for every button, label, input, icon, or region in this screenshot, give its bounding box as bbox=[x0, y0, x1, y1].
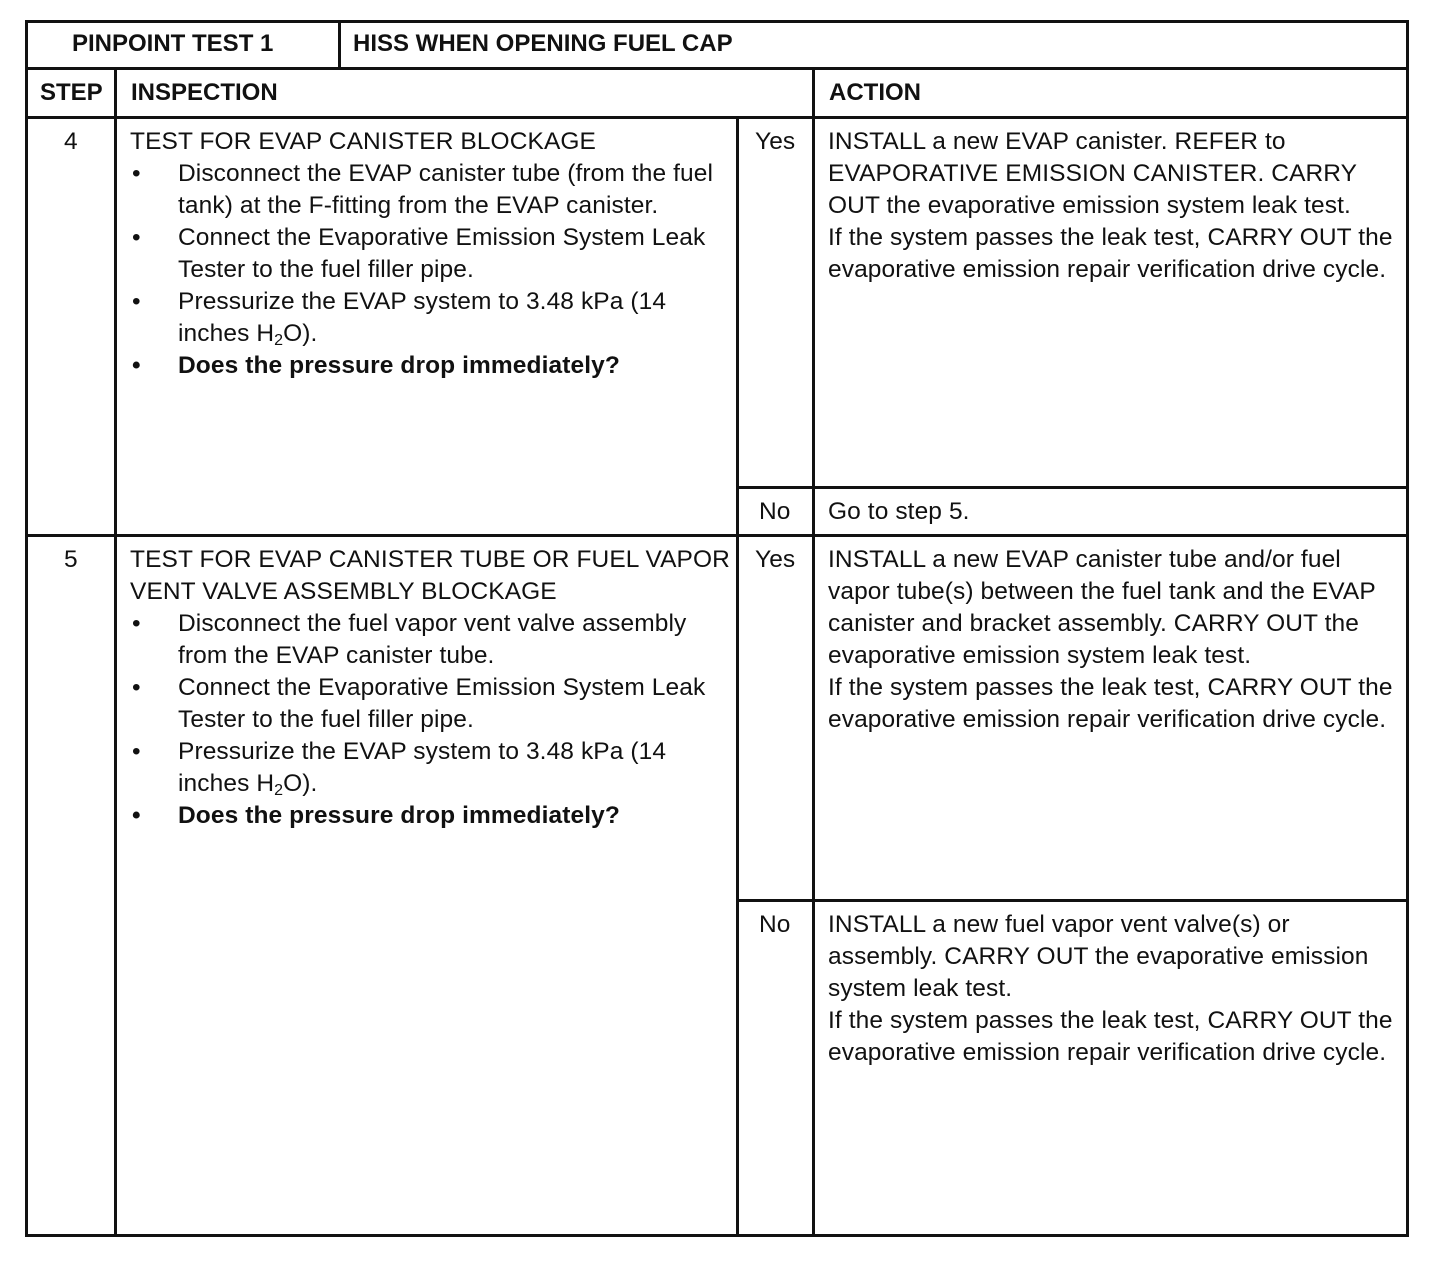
test-label: PINPOINT TEST 1 bbox=[72, 30, 274, 57]
bullet-icon: • bbox=[132, 802, 141, 829]
column-action: ACTION bbox=[829, 79, 921, 106]
bullet-icon: • bbox=[132, 288, 141, 315]
test-title: HISS WHEN OPENING FUEL CAP bbox=[353, 30, 733, 57]
step-inspection bbox=[130, 544, 730, 832]
step-bullet-list bbox=[130, 158, 730, 382]
list-item: • Connect the Evaporative Emission System Leak Tester to the fuel filler pipe. bbox=[132, 674, 706, 733]
step-divider bbox=[25, 534, 1409, 537]
yes-label: Yes bbox=[755, 546, 796, 573]
yes-label: Yes bbox=[755, 128, 796, 155]
step5-yes-no-divider bbox=[737, 899, 1409, 902]
bullet-icon: • bbox=[132, 224, 141, 251]
bullet-icon: • bbox=[132, 352, 141, 379]
step-title: TEST FOR EVAP CANISTER TUBE OR FUEL VAPOR VENT VALVE ASSEMBLY BLOCKAGE bbox=[130, 546, 730, 605]
header-divider bbox=[25, 67, 1409, 70]
list-item: • Does the pressure drop immediately? bbox=[130, 350, 730, 382]
no-action: INSTALL a new fuel vapor vent valve(s) or assembly. CARRY OUT the evaporative emission system leak test. If the system passes the leak test, CARRY OUT the evaporative emission repair verification drive cycle. bbox=[828, 911, 1393, 1066]
step-column-divider bbox=[114, 67, 117, 1237]
step-bullet-list bbox=[130, 608, 730, 832]
list-item: • Does the pressure drop immediately? bbox=[130, 800, 730, 832]
list-item: • Disconnect the EVAP canister tube (from the fuel tank) at the F-fitting from the EVAP canister. bbox=[132, 160, 713, 219]
step-number: 5 bbox=[64, 546, 78, 573]
list-item: • Connect the Evaporative Emission System Leak Tester to the fuel filler pipe. bbox=[132, 224, 706, 283]
answer-column-divider bbox=[736, 116, 739, 1237]
title-divider bbox=[338, 20, 341, 68]
bullet-icon: • bbox=[132, 160, 141, 187]
list-item: • Pressurize the EVAP system to 3.48 kPa (14 inches $H_2O$). bbox=[132, 288, 667, 349]
step-number: 4 bbox=[64, 128, 78, 155]
no-action: Go to step 5. bbox=[828, 498, 970, 525]
step4-yes-no-divider bbox=[737, 486, 1409, 489]
no-label: No bbox=[759, 911, 791, 938]
step-title: TEST FOR EVAP CANISTER BLOCKAGE bbox=[130, 128, 596, 155]
bullet-icon: • bbox=[132, 610, 141, 637]
column-step: STEP bbox=[40, 79, 103, 106]
bullet-icon: • bbox=[132, 738, 141, 765]
list-item: • Pressurize the EVAP system to 3.48 kPa (14 inches $H_2O$). bbox=[132, 738, 667, 799]
yes-action: INSTALL a new EVAP canister. REFER to EVAPORATIVE EMISSION CANISTER. CARRY OUT the evaporative emission system leak test. If the system passes the leak test, CARRY OUT the evaporative emission repair verification drive cycle. bbox=[828, 128, 1393, 283]
column-inspection: INSPECTION bbox=[131, 79, 278, 106]
bullet-icon: • bbox=[132, 674, 141, 701]
action-column-divider bbox=[812, 67, 815, 1237]
yes-action: INSTALL a new EVAP canister tube and/or fuel vapor tube(s) between the fuel tank and the EVAP canister and bracket assembly. CARRY OUT the evaporative emission system leak test. If the system passes the leak test, CARRY OUT the evaporative emission repair verification drive cycle. bbox=[828, 546, 1393, 733]
step-inspection bbox=[130, 126, 730, 382]
column-header-divider bbox=[25, 116, 1409, 119]
no-label: No bbox=[759, 498, 791, 525]
list-item: • Disconnect the fuel vapor vent valve assembly from the EVAP canister tube. bbox=[132, 610, 687, 669]
